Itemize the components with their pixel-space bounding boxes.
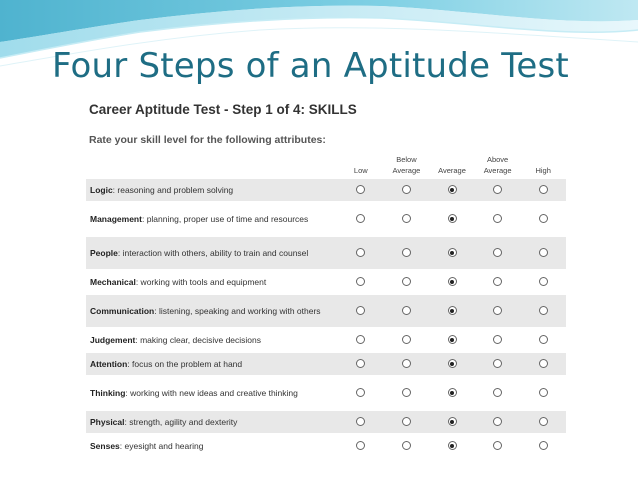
radio-cell xyxy=(475,237,521,271)
radio-thinking-average[interactable] xyxy=(448,388,457,397)
radio-thinking-low[interactable] xyxy=(356,388,365,397)
radio-cell xyxy=(384,377,430,411)
attribute-name: People xyxy=(90,247,118,258)
attribute-description: : planning, proper use of time and resources xyxy=(141,213,309,224)
radio-attention-above-average[interactable] xyxy=(493,359,502,368)
slide-title: Four Steps of an Aptitude Test xyxy=(52,46,569,86)
rating-row-attention xyxy=(86,353,566,377)
radio-cell xyxy=(475,435,521,459)
radio-logic-below-average[interactable] xyxy=(402,185,411,194)
radio-cell xyxy=(520,203,566,237)
radio-physical-high[interactable] xyxy=(539,417,548,426)
rating-row-people xyxy=(86,237,566,271)
attribute-label xyxy=(86,329,338,353)
radio-logic-average[interactable] xyxy=(448,185,457,194)
radio-cell xyxy=(475,353,521,377)
radio-attention-high[interactable] xyxy=(539,359,548,368)
column-header-below-average: Below Average xyxy=(392,155,421,175)
radio-thinking-above-average[interactable] xyxy=(493,388,502,397)
radio-cell xyxy=(429,203,475,237)
rating-header-row xyxy=(86,152,566,179)
radio-management-average[interactable] xyxy=(448,214,457,223)
radio-cell xyxy=(338,411,384,435)
radio-mechanical-above-average[interactable] xyxy=(493,277,502,286)
radio-cell xyxy=(520,237,566,271)
radio-cell xyxy=(384,271,430,295)
radio-communication-average[interactable] xyxy=(448,306,457,315)
radio-communication-high[interactable] xyxy=(539,306,548,315)
rating-row-physical xyxy=(86,411,566,435)
radio-cell xyxy=(338,179,384,203)
radio-senses-low[interactable] xyxy=(356,441,365,450)
radio-thinking-high[interactable] xyxy=(539,388,548,397)
attribute-column-header xyxy=(86,152,338,179)
radio-cell xyxy=(475,329,521,353)
attribute-description: : strength, agility and dexterity xyxy=(124,416,238,427)
rating-row-thinking xyxy=(86,377,566,411)
attribute-label xyxy=(86,411,338,435)
rating-row-mechanical xyxy=(86,271,566,295)
radio-senses-average[interactable] xyxy=(448,441,457,450)
attribute-label xyxy=(86,353,338,377)
radio-cell xyxy=(384,179,430,203)
radio-judgement-high[interactable] xyxy=(539,335,548,344)
attribute-label xyxy=(86,435,338,459)
radio-cell xyxy=(338,329,384,353)
attribute-name: Judgement xyxy=(90,334,136,345)
radio-communication-above-average[interactable] xyxy=(493,306,502,315)
radio-cell xyxy=(520,295,566,329)
rating-row-logic xyxy=(86,179,566,203)
radio-cell xyxy=(384,329,430,353)
radio-people-below-average[interactable] xyxy=(402,248,411,257)
radio-thinking-below-average[interactable] xyxy=(402,388,411,397)
attribute-description: : working with new ideas and creative thinking xyxy=(125,387,298,398)
radio-cell xyxy=(475,179,521,203)
radio-physical-above-average[interactable] xyxy=(493,417,502,426)
radio-attention-below-average[interactable] xyxy=(402,359,411,368)
attribute-description: : listening, speaking and working with others xyxy=(154,305,321,316)
radio-cell xyxy=(429,329,475,353)
radio-cell xyxy=(520,271,566,295)
radio-cell xyxy=(338,295,384,329)
radio-cell xyxy=(429,411,475,435)
radio-judgement-below-average[interactable] xyxy=(402,335,411,344)
radio-cell xyxy=(429,377,475,411)
radio-cell xyxy=(520,411,566,435)
radio-physical-low[interactable] xyxy=(356,417,365,426)
radio-cell xyxy=(338,353,384,377)
radio-cell xyxy=(429,179,475,203)
radio-mechanical-below-average[interactable] xyxy=(402,277,411,286)
radio-cell xyxy=(520,435,566,459)
attribute-label xyxy=(86,271,338,295)
radio-senses-high[interactable] xyxy=(539,441,548,450)
radio-management-below-average[interactable] xyxy=(402,214,411,223)
radio-cell xyxy=(429,295,475,329)
column-header-low: Low xyxy=(353,166,368,175)
radio-cell xyxy=(384,203,430,237)
radio-mechanical-low[interactable] xyxy=(356,277,365,286)
form-title: Career Aptitude Test - Step 1 of 4: SKILLS xyxy=(89,102,357,117)
attribute-name: Physical xyxy=(90,416,125,427)
column-header-average: Average xyxy=(438,166,466,175)
rating-row-management xyxy=(86,203,566,237)
radio-mechanical-average[interactable] xyxy=(448,277,457,286)
radio-cell xyxy=(384,295,430,329)
radio-people-average[interactable] xyxy=(448,248,457,257)
radio-judgement-low[interactable] xyxy=(356,335,365,344)
attribute-name: Logic xyxy=(90,184,113,195)
radio-communication-below-average[interactable] xyxy=(402,306,411,315)
radio-cell xyxy=(338,271,384,295)
radio-cell xyxy=(429,435,475,459)
attribute-description: : interaction with others, ability to train and counsel xyxy=(117,247,309,258)
column-header-high: High xyxy=(535,166,551,175)
column-header-above-average: Above Average xyxy=(483,155,512,175)
radio-mechanical-high[interactable] xyxy=(539,277,548,286)
attribute-name: Communication xyxy=(90,305,155,316)
radio-cell xyxy=(384,411,430,435)
radio-management-low[interactable] xyxy=(356,214,365,223)
radio-senses-below-average[interactable] xyxy=(402,441,411,450)
rating-row-judgement xyxy=(86,329,566,353)
attribute-description: : eyesight and hearing xyxy=(119,440,204,451)
radio-cell xyxy=(475,411,521,435)
attribute-description: : reasoning and problem solving xyxy=(112,184,234,195)
attribute-description: : making clear, decisive decisions xyxy=(135,334,262,345)
rating-row-communication xyxy=(86,295,566,329)
attribute-name: Mechanical xyxy=(90,276,136,287)
radio-judgement-above-average[interactable] xyxy=(493,335,502,344)
radio-cell xyxy=(520,179,566,203)
attribute-label xyxy=(86,295,338,329)
radio-cell xyxy=(384,353,430,377)
radio-senses-above-average[interactable] xyxy=(493,441,502,450)
rating-row-senses xyxy=(86,435,566,459)
radio-cell xyxy=(475,271,521,295)
radio-cell xyxy=(520,377,566,411)
radio-physical-average[interactable] xyxy=(448,417,457,426)
radio-cell xyxy=(384,435,430,459)
radio-cell xyxy=(429,353,475,377)
radio-cell xyxy=(475,203,521,237)
radio-people-low[interactable] xyxy=(356,248,365,257)
attribute-label xyxy=(86,179,338,203)
attribute-description: : focus on the problem at hand xyxy=(127,358,243,369)
form-instruction: Rate your skill level for the following attributes: xyxy=(89,134,326,146)
attribute-label xyxy=(86,237,338,271)
radio-cell xyxy=(338,203,384,237)
radio-cell xyxy=(429,271,475,295)
radio-attention-average[interactable] xyxy=(448,359,457,368)
radio-logic-low[interactable] xyxy=(356,185,365,194)
radio-attention-low[interactable] xyxy=(356,359,365,368)
radio-cell xyxy=(520,353,566,377)
radio-cell xyxy=(475,295,521,329)
radio-cell xyxy=(338,237,384,271)
radio-people-above-average[interactable] xyxy=(493,248,502,257)
attribute-label xyxy=(86,203,338,237)
radio-people-high[interactable] xyxy=(539,248,548,257)
radio-cell xyxy=(338,435,384,459)
radio-management-high[interactable] xyxy=(539,214,548,223)
attribute-name: Management xyxy=(90,213,142,224)
attribute-description: : working with tools and equipment xyxy=(135,276,267,287)
radio-physical-below-average[interactable] xyxy=(402,417,411,426)
radio-cell xyxy=(429,237,475,271)
radio-cell xyxy=(475,377,521,411)
radio-logic-high[interactable] xyxy=(539,185,548,194)
radio-communication-low[interactable] xyxy=(356,306,365,315)
radio-judgement-average[interactable] xyxy=(448,335,457,344)
radio-cell xyxy=(384,237,430,271)
attribute-label xyxy=(86,377,338,411)
attribute-name: Attention xyxy=(90,358,128,369)
radio-logic-above-average[interactable] xyxy=(493,185,502,194)
attribute-name: Thinking xyxy=(90,387,126,398)
radio-cell xyxy=(520,329,566,353)
radio-management-above-average[interactable] xyxy=(493,214,502,223)
attribute-name: Senses xyxy=(90,440,120,451)
skills-rating-table xyxy=(86,152,566,459)
radio-cell xyxy=(338,377,384,411)
